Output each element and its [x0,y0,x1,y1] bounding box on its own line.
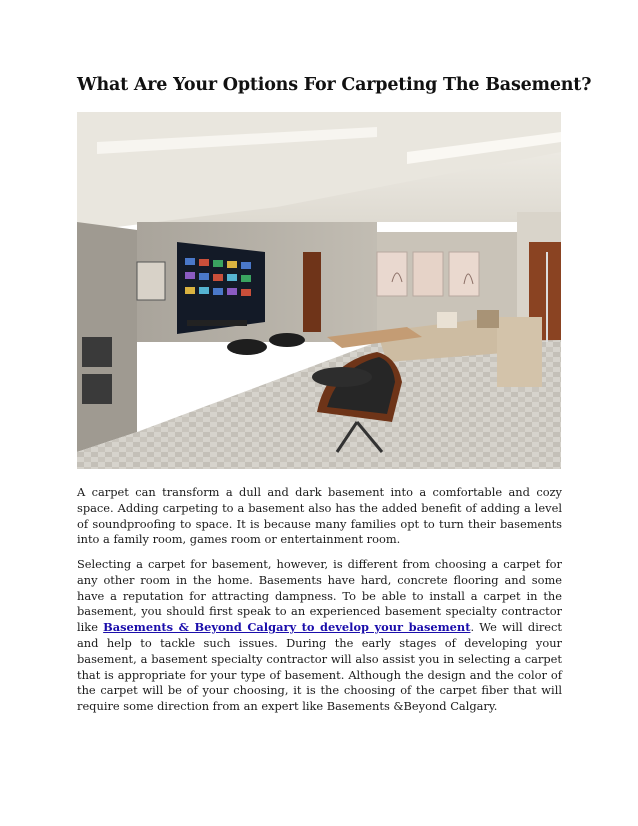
basements-beyond-link[interactable]: Basements & Beyond Calgary to develop your basement [103,620,471,635]
basement-photo-icon [77,112,561,469]
paragraph-2-after-link: . We will direct and help to tackle such issues. During the early stages of developing your basement, a basement specialty contractor will also assist you in selecting a carpet that is appropriate for your type of basement. Although the design and the color of the carpet will be of your choosing, it is the choosing of the carpet fiber that will require some direction from an expert like Basements &Beyond Calgary. [77,620,562,714]
paragraph-2-before-link: Selecting a carpet for basement, however, is different from choosing a carpet for any other room in the home. Basements have hard, concrete flooring and some have a reputation for attracting dampness. To be able to install a carpet in the basement, you should first speak to an experienced basement specialty contractor like [77,557,562,635]
basement-photo [77,112,561,469]
paragraph-2 [77,557,562,715]
article-title: What Are Your Options For Carpeting The Basement? [77,75,592,95]
paragraph-1: A carpet can transform a dull and dark basement into a comfortable and cozy space. Adding carpeting to a basement also has the added benefit of adding a level of soundproofing to space. It is because many families opt to turn their basements into a family room, games room or entertainment room. [77,485,562,547]
